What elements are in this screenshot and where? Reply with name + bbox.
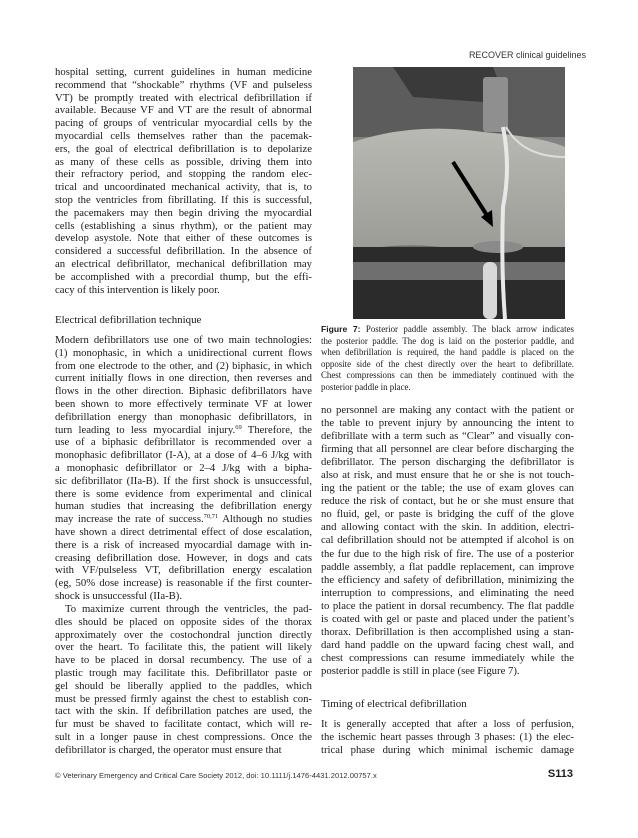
text-line: posterior paddle is still in place (see Figure 7). [321,664,520,677]
text-line: no personnel are making any contact with the patient or [321,404,574,416]
text-line: a monophasic defibrillator or 2–4 J/kg with a bipha- [55,461,312,474]
text-line: is coated with gel or paste and placed under the patient’s [321,612,574,625]
text-line: defibrillate with a term such as “Clear” and visually con- [321,430,574,443]
right-para-1 [321,404,574,678]
text-line: cells (establishing a sinus rhythm), or the patient may [55,219,312,232]
text-line: sult in a longer pause in chest compressions. Once the [55,730,312,743]
text-line: stop the ventricles from fibrillating. If this is successful, [55,193,312,206]
figure-7-photo [353,67,565,319]
text-line: Chest compressions can then be immediately continued with the [321,370,574,380]
text-line: tact with the skin. If defibrillation patches are used, the [55,705,312,718]
text-line: defibrillator is charged, the operator must ensure that [55,743,282,756]
text-line: sic defibrillator (IIa-B). If the first shock is unsuccessful, [55,474,312,487]
text-line: (1) monophasic, in which a unidirectional current flows [55,346,312,359]
text-line: their refractory period, and stopping the random elec- [55,168,312,181]
text-line: also at risk, and must ensure that he or she is not touch- [321,469,574,482]
text-line: trical phase during which minimal ischemic damage [321,744,574,757]
text-line: posterior paddle in place. [321,381,411,392]
text-line: from one electrode to the other, and (2) biphasic, in which [55,359,312,372]
figure-7-caption [321,324,574,393]
right-para-2 [321,718,574,757]
text-line: there is some evidence from experimental and clinical [55,487,312,500]
text-line: the table to prevent injury by announcing the intent to [321,417,574,430]
caption-line: Figure 7: Posterior paddle assembly. The black arrow indicates [321,324,574,334]
text-line: available. Because VF and VT are the result of abnormal [55,104,312,117]
citation-superscript: 70,71 [203,513,219,521]
text-line: shock is unsuccessful (IIa-B). [55,589,183,602]
text-line: monophasic defibrillator (I-A), at a dose of 4–6 J/kg with [55,449,312,462]
left-para-2 [55,334,312,603]
text-line: human studies that increasing the defibrillation energy [55,500,312,513]
text-line: the ischemic heart passes through 3 phases: (1) the elec- [321,731,574,744]
text-segment: turn leading to less myocardial injury. [55,423,236,436]
text-line: recommend that “shockable” rhythms (VF and pulseless [55,78,312,91]
text-line: fur must be shaved to facilitate contact, which will re- [55,718,312,731]
text-line: interruption to compressions, and eliminating the need [321,586,574,599]
text-line: over the heart. To facilitate this, the patient will likely [55,641,312,654]
text-line: myocardial cells themselves rather than the pacemak- [55,129,312,142]
text-line: gel should be liberally applied to the paddles, which [55,679,312,692]
text-line: been shown to more effectively terminate VF at lower [55,397,312,410]
text-line: It is generally accepted that after a loss of perfusion, [321,718,574,730]
text-line: flows in the other direction. Biphasic defibrillators have [55,385,312,398]
text-line: dles should be placed on opposite sides of the thorax [55,615,312,628]
text-line: ers, the goal of electrical defibrillation is to depolarize [55,142,312,155]
text-line: hospital setting, current guidelines in human medicine [55,66,312,78]
text-line: the fur due to the high risk of fire. The use of a posterior [321,547,574,560]
text-line [55,424,312,437]
left-para-3 [55,603,312,757]
text-segment: may increase the rate of success. [55,513,204,526]
text-line: as many of these cells as possible, driving them into [55,155,312,168]
text-line: there is a risk of increased myocardial damage with in- [55,538,312,551]
text-line: develop asystole. Note that either of these outcomes is [55,232,312,245]
text-line: be accomplished with a precordial thump, but the effi- [55,270,312,283]
text-line: dard hand paddle on the upward facing chest wall, and [321,638,574,651]
text-line: thorax. Defibrillation is then accomplished using a stan- [321,625,574,638]
text-line: defibrillator. The person discharging the defibrillator is [321,456,574,469]
text-line: chest compressions can resume immediately while the [321,651,574,664]
figure-label: Figure 7: [321,324,361,334]
text-line: paddle assembly, a flat paddle replacement, can improve [321,560,574,573]
text-line: cal defibrillation should not be attempted if alcohol is on [321,534,574,547]
text-line: current initially flows in one direction, then reverses and [55,372,312,385]
text-line: ing the patient or the table; the use of exam gloves can [321,482,574,495]
text-line: have to be placed in dorsal recumbency. The use of a [55,654,312,667]
text-line: must be pressed firmly against the chest to establish con- [55,692,312,705]
footer-copyright: © Veterinary Emergency and Critical Care Society 2012, doi: 10.1111/j.1476-4431.2012.00757.x [55,771,377,780]
text-line [55,513,312,526]
text-line: to place the patient in dorsal recumbency. The flat paddle [321,599,574,612]
text-line: have shown a direct detrimental effect of dose escalation, [55,525,312,538]
text-line: no fluid, gel, or paste is bridging the cuff of the glove [321,508,574,521]
text-line: and allowing contact with the skin. In addition, electri- [321,521,574,534]
text-line: when defibrillation is required, the hand paddle is placed on the [321,347,574,357]
text-line: creasing defibrillation dose. However, in dogs and cats [55,551,312,564]
text-line: plastic trough may facilitate this. Defibrillator paste or [55,666,312,679]
text-segment: Although no studies [218,513,312,526]
text-line: use of a biphasic defibrillator is recommended over a [55,436,312,449]
text-line: considered a successful defibrillation. In the absence of [55,245,312,258]
text-line: trical and uncoordinated mechanical activity, that is, to [55,181,312,194]
text-line: opposite side of the chest directly over the heart to defibrillate. [321,358,574,369]
text-line: reduce the risk of contact, but he or she must ensure that [321,495,574,508]
text-line: (eg, 50% dose increase) is reasonable if the first counter- [55,577,312,590]
text-line: VT) be promptly treated with electrical defibrillation if [55,91,312,104]
section-heading-technique: Electrical defibrillation technique [55,314,202,326]
running-head: RECOVER clinical guidelines [468,50,586,60]
text-line: the posterior paddle. The dog is laid on the posterior paddle, and [321,335,574,346]
text-line: To maximize current through the ventricles, the pad- [65,603,312,615]
text-line: cacy of this intervention is likely poor. [55,283,220,296]
citation-superscript: 69 [235,423,242,431]
section-heading-timing: Timing of electrical defibrillation [321,698,467,710]
text-line: defibrillation energy than monophasic defibrillators, in [55,410,312,423]
text-line: an electrical defibrillator, mechanical defibrillation may [55,257,312,270]
left-para-1 [55,66,312,296]
text-line: pacing of groups of ventricular myocardial cells by the [55,117,312,130]
text-line: firming that all personnel are clear before discharging the [321,443,574,456]
text-line: with VF/pulseless VT, defibrillation energy escalation [55,564,312,577]
text-line: approximately over the costochondral junction directly [55,628,312,641]
text-line: the efficiency and safety of defibrillation, minimizing the [321,573,574,586]
text-segment: Therefore, the [241,423,312,436]
page-number: S113 [547,768,573,780]
text-line: Modern defibrillators use one of two main technologies: [55,334,312,346]
text-line: the pacemakers may then begin driving the myocardial [55,206,312,219]
